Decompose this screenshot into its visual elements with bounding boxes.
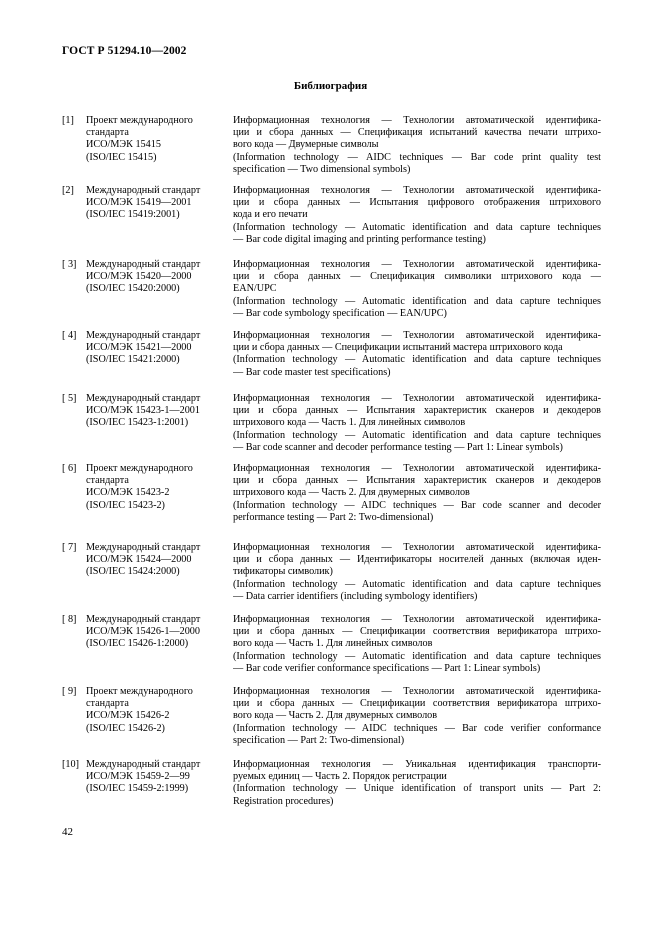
entry-source [86, 614, 236, 651]
description-line: (Information technology — Automatic identification and data capture techniques [233, 295, 601, 307]
entry-description [233, 259, 601, 320]
source-line: Международный стандарт [86, 542, 201, 553]
source-line: (ISO/IEC 15423-2) [86, 499, 165, 511]
description-line: вого кода — Двумерные символы [233, 139, 379, 151]
entry-source [86, 542, 236, 579]
source-line: Международный стандарт [86, 259, 201, 270]
source-line: (ISO/IEC 15420:2000) [86, 283, 180, 295]
entry-number: [ 9] [62, 686, 77, 697]
description-line: specification — Part 2: Two-dimensional) [233, 734, 405, 746]
source-line: ИСО/МЭК 15424—2000 [86, 554, 192, 566]
source-line: Проект международного [86, 115, 193, 126]
source-line: (ISO/IEC 15426-1:2000) [86, 638, 189, 650]
description-line: Информационная технология — Уникальная идентификация транспорти- [233, 759, 601, 770]
source-line: Международный стандарт [86, 185, 201, 196]
description-line: — Bar code scanner and decoder performance testing — Part 1: Linear symbols) [233, 441, 563, 453]
entry-source [86, 259, 236, 296]
source-line: Международный стандарт [86, 393, 201, 404]
description-line: Информационная технология — Технологии автоматической идентифика- [233, 686, 601, 697]
description-line: вого кода — Часть 1. Для линейных символов [233, 638, 433, 650]
description-line: EAN/UPC [233, 283, 277, 295]
entry-number: [2] [62, 185, 74, 196]
description-line: — Bar code master test specifications) [233, 366, 391, 378]
source-line: (ISO/IEC 15424:2000) [86, 566, 180, 578]
description-line: Информационная технология — Технологии автоматической идентифика- [233, 614, 601, 625]
description-line: Информационная технология — Технологии автоматической идентифика- [233, 542, 601, 553]
source-line: ИСО/МЭК 15459-2—99 [86, 771, 190, 783]
description-line: кода и его печати [233, 209, 308, 221]
page-number: 42 [62, 826, 73, 838]
entry-source [86, 463, 236, 512]
source-line: (ISO/IEC 15459-2:1999) [86, 783, 189, 795]
source-line: Проект международного [86, 463, 193, 474]
description-line: ции и сбора данных — Спецификации испытаний мастера штрихового кода [233, 342, 563, 354]
description-line: — Data carrier identifiers (including symbology identifiers) [233, 590, 478, 602]
description-line: (Information technology — Automatic identification and data capture techniques [233, 578, 601, 590]
entry-source [86, 330, 236, 367]
entry-number: [1] [62, 115, 74, 126]
source-line: ИСО/МЭК 15423-2 [86, 487, 170, 499]
description-line: (Information technology — AIDC techniques — Bar code print quality test [233, 151, 601, 163]
description-line: Информационная технология — Технологии автоматической идентифика- [233, 393, 601, 404]
description-line: — Bar code verifier conformance specifications — Part 1: Linear symbols) [233, 662, 541, 674]
entry-description [233, 185, 601, 246]
description-line: — Bar code symbology specification — EAN/UPC) [233, 307, 447, 319]
description-line: ции и сбора данных — Спецификация испытаний качества печати штрихо- [233, 127, 601, 139]
source-line: (ISO/IEC 15415) [86, 151, 157, 163]
description-line: ции и сбора данных — Спецификации соответствия верификатора штрихо- [233, 698, 601, 710]
entry-description [233, 542, 601, 603]
entry-number: [ 6] [62, 463, 77, 474]
entry-description [233, 686, 601, 747]
description-line: ции и сбора данных — Испытания характеристик сканеров и декодеров [233, 475, 601, 487]
description-line: (Information technology — AIDC techniques — Bar code scanner and decoder [233, 499, 601, 511]
entry-description [233, 393, 601, 454]
source-line: стандарта [86, 127, 129, 139]
source-line: стандарта [86, 475, 129, 487]
entry-number: [ 4] [62, 330, 77, 341]
source-line: (ISO/IEC 15426-2) [86, 722, 165, 734]
description-line: ции и сбора данных — Спецификация символики штрихового кода — [233, 271, 601, 283]
description-line: — Bar code digital imaging and printing performance testing) [233, 233, 486, 245]
source-line: ИСО/МЭК 15420—2000 [86, 271, 192, 283]
entry-source [86, 115, 236, 164]
description-line: Информационная технология — Технологии автоматической идентифика- [233, 463, 601, 474]
source-line: (ISO/IEC 15421:2000) [86, 354, 180, 366]
entry-number: [ 5] [62, 393, 77, 404]
description-line: Registration procedures) [233, 795, 334, 807]
source-line: (ISO/IEC 15423-1:2001) [86, 417, 189, 429]
entry-number: [ 8] [62, 614, 77, 625]
source-line: стандарта [86, 698, 129, 710]
entry-source [86, 759, 236, 796]
source-line: Международный стандарт [86, 330, 201, 341]
entry-number: [ 7] [62, 542, 77, 553]
section-title: Библиография [293, 80, 368, 92]
source-line: ИСО/МЭК 15421—2000 [86, 342, 192, 354]
description-line: performance testing — Part 2: Two-dimensional) [233, 511, 434, 523]
entry-source [86, 393, 236, 430]
source-line: ИСО/МЭК 15423-1—2001 [86, 405, 200, 417]
entry-source [86, 185, 236, 222]
description-line: штрихового кода — Часть 1. Для линейных символов [233, 417, 466, 429]
description-line: ции и сбора данных — Спецификации соответствия верификатора штрихо- [233, 626, 601, 638]
description-line: Информационная технология — Технологии автоматической идентифика- [233, 115, 601, 126]
entry-description [233, 759, 601, 808]
description-line: тификаторы символик) [233, 566, 333, 578]
description-line: Информационная технология — Технологии автоматической идентифика- [233, 330, 601, 341]
document-header: ГОСТ Р 51294.10—2002 [62, 45, 187, 57]
source-line: Международный стандарт [86, 614, 201, 625]
description-line: (Information technology — Automatic identification and data capture techniques [233, 354, 601, 366]
entry-description [233, 115, 601, 176]
entry-description [233, 614, 601, 675]
entry-source [86, 686, 236, 735]
description-line: (Information technology — AIDC techniques — Bar code verifier conformance [233, 722, 601, 734]
description-line: штрихового кода — Часть 2. Для двумерных символов [233, 487, 470, 499]
description-line: руемых единиц — Часть 2. Порядок регистрации [233, 771, 447, 783]
description-line: (Information technology — Unique identification of transport units — Part 2: [233, 783, 601, 795]
entry-number: [ 3] [62, 259, 77, 270]
description-line: ции и сбора данных — Испытания цифрового отображения штрихового [233, 197, 601, 209]
description-line: ции и сбора данных — Испытания характеристик сканеров и декодеров [233, 405, 601, 417]
description-line: вого кода — Часть 2. Для двумерных символов [233, 710, 438, 722]
description-line: (Information technology — Automatic identification and data capture techniques [233, 429, 601, 441]
description-line: (Information technology — Automatic identification and data capture techniques [233, 650, 601, 662]
entry-description [233, 330, 601, 379]
description-line: (Information technology — Automatic identification and data capture techniques [233, 221, 601, 233]
source-line: ИСО/МЭК 15426-1—2000 [86, 626, 200, 638]
description-line: Информационная технология — Технологии автоматической идентифика- [233, 259, 601, 270]
source-line: (ISO/IEC 15419:2001) [86, 209, 180, 221]
source-line: ИСО/МЭК 15419—2001 [86, 197, 192, 209]
source-line: Проект международного [86, 686, 193, 697]
description-line: ции и сбора данных — Идентификаторы носителей данных (включая иден- [233, 554, 601, 566]
source-line: ИСО/МЭК 15426-2 [86, 710, 170, 722]
description-line: specification — Two dimensional symbols) [233, 163, 411, 175]
description-line: Информационная технология — Технологии автоматической идентифика- [233, 185, 601, 196]
source-line: Международный стандарт [86, 759, 201, 770]
entry-number: [10] [62, 759, 79, 770]
source-line: ИСО/МЭК 15415 [86, 139, 161, 151]
entry-description [233, 463, 601, 524]
